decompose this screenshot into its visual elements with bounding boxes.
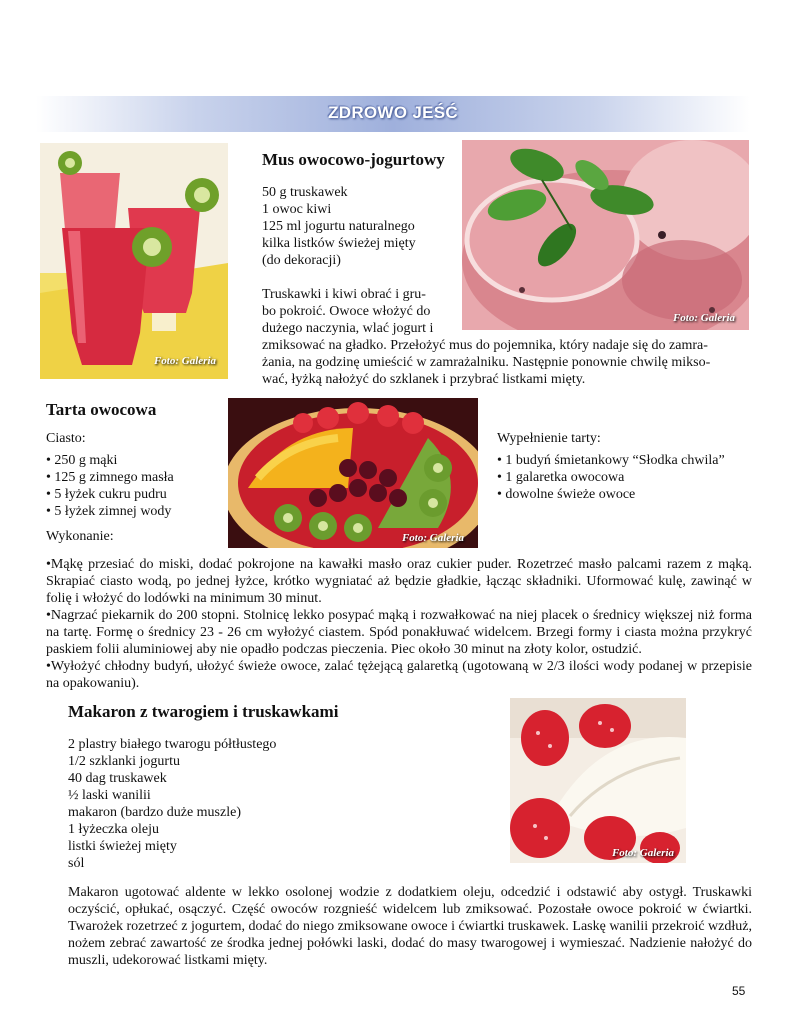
- text-line: wać, łyżką nałożyć do szklanek i przybrać listkami mięty.: [262, 372, 586, 387]
- ingredient: ½ laski wanilii: [68, 788, 151, 803]
- ingredient: 50 g truskawek: [262, 185, 348, 200]
- text-line: dużego naczynia, wlać jogurt i: [262, 321, 434, 336]
- makaron-ingredients: [68, 736, 368, 872]
- ingredient: (do dekoracji): [262, 253, 341, 268]
- ingredient: 1/2 szklanki jogurtu: [68, 754, 180, 769]
- ingredient: 1 owoc kiwi: [262, 202, 332, 217]
- ingredient: 125 ml jogurtu naturalnego: [262, 219, 415, 234]
- pasta-strawberries-photo: [510, 698, 686, 863]
- recipe-title-mus: Mus owocowo-jogurtowy: [262, 150, 445, 169]
- wypelnienie-label: Wypełnienie tarty:: [497, 431, 601, 446]
- ingredient: 2 plastry białego twarogu półtłustego: [68, 737, 277, 752]
- ingredient: sól: [68, 856, 85, 871]
- recipe-title-makaron: Makaron z twarogiem i truskawkami: [68, 702, 339, 721]
- list-item: • 125 g zimnego masła: [46, 470, 174, 485]
- wypelnienie-list: [497, 452, 725, 503]
- step-paragraph: •Mąkę przesiać do miski, dodać pokrojone na kawałki masło oraz cukier puder. Rozetrzeć masło palcami razem z mąką. Skrapiać ciasto wodą, po jednej łyżce, krótko wygniatać aż będzie gładkie, łącząc składniki. Uformować kulę, zawinąć w folię i włożyć do lodówki na minimum 30 minut.: [46, 557, 752, 606]
- photo-credit: Foto: Galeria: [611, 847, 674, 859]
- section-title: ZDROWO JEŚĆ: [328, 103, 458, 122]
- ciasto-list: [46, 452, 174, 520]
- ingredient: kilka listków świeżej mięty: [262, 236, 416, 251]
- photo-credit: Foto: Galeria: [401, 532, 464, 544]
- list-item: • 1 galaretka owocowa: [497, 470, 625, 485]
- ingredient: 40 dag truskawek: [68, 771, 167, 786]
- photo-credit: Foto: Galeria: [672, 312, 735, 324]
- step-paragraph: •Wyłożyć chłodny budyń, ułożyć świeże owoce, zalać tężejącą galaretką (ugotowaną w 2/3 ilości wody podanej w przepisie na opakowaniu).: [46, 659, 752, 691]
- ingredient: listki świeżej mięty: [68, 839, 177, 854]
- text-line: bo pokroić. Owoce włożyć do: [262, 304, 431, 319]
- ciasto-label: Ciasto:: [46, 431, 86, 446]
- mus-ingredients: [262, 184, 462, 269]
- mus-paragraph-end: [262, 337, 752, 388]
- text-line: Truskawki i kiwi obrać i gru-: [262, 287, 426, 302]
- mus-paragraph-start: [262, 286, 452, 337]
- list-item: • dowolne świeże owoce: [497, 487, 636, 502]
- fruit-tart-photo: [228, 398, 478, 548]
- wykonanie-label: Wykonanie:: [46, 529, 114, 544]
- step-paragraph: •Nagrzać piekarnik do 200 stopni. Stolnicę lekko posypać mąką i rozwałkować na niej placek o średnicy większej niż forma na tartę. Formę o średnicy 23 - 26 cm wyłożyć ciastem. Spód ponakłuwać widelcem. Brzegi formy i ciasta można przykryć paskiem folii aluminiowej aby nie opadło podczas pieczenia. Piec około 30 minut na złoty kolor, ostudzić.: [46, 608, 752, 657]
- list-item: • 1 budyń śmietankowy “Słodka chwila”: [497, 453, 725, 468]
- list-item: • 250 g mąki: [46, 453, 118, 468]
- tarta-steps: [46, 556, 752, 692]
- photo-credit: Foto: Galeria: [153, 355, 216, 367]
- ingredient: 1 łyżeczka oleju: [68, 822, 159, 837]
- text-line: zmiksować na gładko. Przełożyć mus do pojemnika, który nadaje się do zamra-: [262, 338, 708, 353]
- ingredient: makaron (bardzo duże muszle): [68, 805, 241, 820]
- recipe-title-tarta: Tarta owocowa: [46, 400, 157, 419]
- list-item: • 5 łyżek zimnej wody: [46, 504, 172, 519]
- page-number: 55: [732, 984, 746, 998]
- mousse-mint-photo: [462, 140, 749, 330]
- makaron-paragraph: Makaron ugotować aldente w lekko osolonej wodzie z dodatkiem oleju, odcedzić i odstawić aby ostygł. Truskawki oczyścić, opłukać, osączyć. Część owoców rozgnieść widelcem lub zmiksować. Pozostałe owoce pokroić w ćwiartki. Twarożek rozetrzeć z jogurtem, dodać do niego zmiksowane owoce i ćwiartki truskawek. Laskę wanilii przekroić wzdłuż, nożem zebrać zawartość ze środka jednej połówki laski, dodać do masy twarogowej i wymieszać. Nadzienie nałożyć do muszli, udekorować listkami mięty.: [68, 885, 752, 968]
- list-item: • 5 łyżek cukru pudru: [46, 487, 167, 502]
- smoothie-glasses-photo: [40, 143, 228, 379]
- text-line: żania, na godzinę umieścić w zamrażalniku. Następnie ponownie chwilę mikso-: [262, 355, 711, 370]
